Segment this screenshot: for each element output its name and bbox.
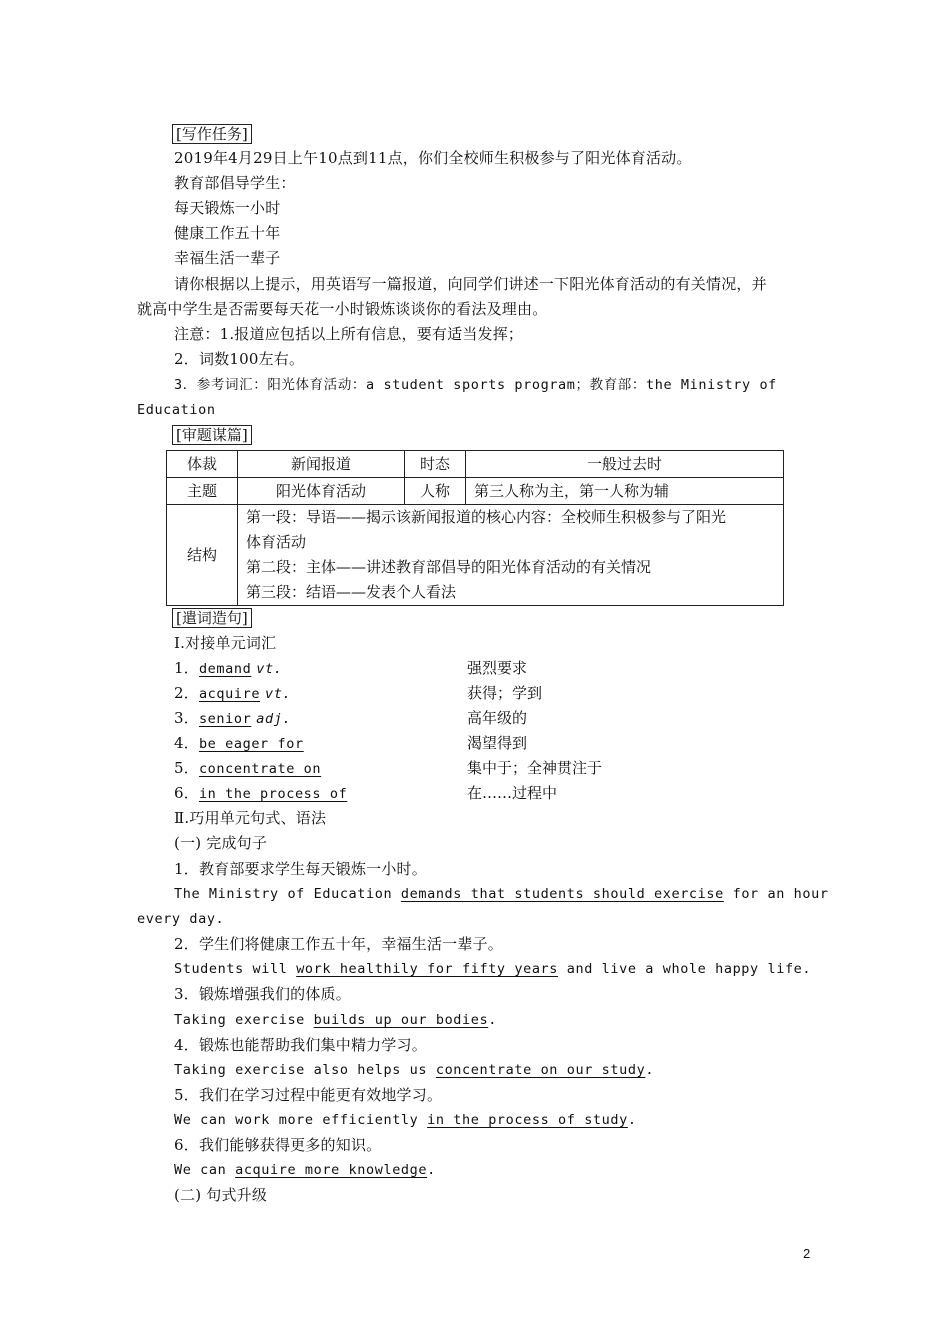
sentence-en: The Ministry of Education demands that students should exercise for an hour	[174, 886, 829, 902]
answer-fill: acquire more knowledge	[235, 1162, 428, 1178]
sub-heading-upgrade: (二) 句式升级	[174, 1186, 268, 1204]
structure-content	[238, 505, 784, 606]
structure-para-1: 第一段：导语——揭示该新闻报道的核心内容：全校师生积极参与了阳光	[246, 508, 727, 526]
vocab-term: in the process of	[198, 786, 348, 802]
note-line-3: 3．参考词汇：阳光体育活动：a student sports program；教育部：the Ministry of	[174, 377, 777, 393]
sentence-cn: 1．教育部要求学生每天锻炼一小时。	[174, 860, 427, 878]
requirement-line-2: 就高中学生是否需要每天花一小时锻炼谈谈你的看法及理由。	[137, 300, 548, 318]
sentence-en: Students will work healthily for fifty years and live a whole happy life.	[174, 961, 812, 977]
vocab-item: 2．acquire vt.	[174, 684, 292, 702]
note-line-1: 注意：1.报道应包括以上所有信息，要有适当发挥；	[174, 325, 524, 343]
vocab-meaning: 在……过程中	[467, 784, 558, 802]
vocab-term: concentrate on	[198, 761, 322, 777]
slogan-2: 健康工作五十年	[174, 224, 281, 242]
vocab-tag: [遣词造句]	[172, 608, 252, 628]
answer-fill: builds up our bodies	[313, 1012, 489, 1028]
structure-label: 结构	[167, 505, 238, 606]
sentence-en: Taking exercise also helps us concentrate on our study.	[174, 1062, 655, 1078]
task-line-1: 2019年4月29日上午10点到11点，你们全校师生积极参与了阳光体育活动。	[174, 149, 692, 167]
analysis-tag: [审题谋篇]	[172, 425, 252, 445]
sentence-cn: 2．学生们将健康工作五十年，幸福生活一辈子。	[174, 935, 503, 953]
tense-value: 一般过去时	[466, 451, 784, 478]
writing-task-tag: [写作任务]	[172, 124, 252, 144]
vocab-term: be eager for	[198, 736, 304, 752]
vocab-item: 4．be eager for	[174, 734, 304, 752]
requirement-line-1: 请你根据以上提示，用英语写一篇报道，向同学们讲述一下阳光体育活动的有关情况，并	[174, 275, 767, 293]
table-row	[167, 478, 784, 505]
vocab-meaning: 集中于；全神贯注于	[467, 759, 603, 777]
structure-para-3: 第三段：结语——发表个人看法	[246, 583, 457, 601]
vocab-meaning: 高年级的	[467, 709, 528, 727]
vocab-meaning: 获得；学到	[467, 684, 543, 702]
vocab-item: 6．in the process of	[174, 784, 348, 802]
vocab-term: demand	[198, 661, 252, 677]
sentence-en-cont: every day.	[137, 911, 225, 927]
page-number: 2	[803, 1246, 811, 1261]
slogan-1: 每天锻炼一小时	[174, 199, 281, 217]
theme-label: 主题	[167, 478, 238, 505]
table-row	[167, 505, 784, 606]
sentence-en: We can work more efficiently in the process of study.	[174, 1112, 637, 1128]
answer-fill: in the process of study	[427, 1112, 628, 1128]
person-value: 第三人称为主，第一人称为辅	[466, 478, 784, 505]
analysis-table	[166, 450, 784, 606]
sentence-en: We can acquire more knowledge.	[174, 1162, 436, 1178]
vocab-meaning: 渴望得到	[467, 734, 528, 752]
vocab-section-2: Ⅱ.巧用单元句式、语法	[174, 809, 327, 827]
sentence-cn: 5．我们在学习过程中能更有效地学习。	[174, 1086, 443, 1104]
sub-heading-complete: (一) 完成句子	[174, 834, 268, 852]
sentence-cn: 4．锻炼也能帮助我们集中精力学习。	[174, 1036, 427, 1054]
answer-fill: work healthily for fifty years	[296, 961, 559, 977]
structure-para-1-cont: 体育活动	[246, 533, 307, 551]
vocab-section-1: Ⅰ.对接单元词汇	[174, 634, 277, 652]
sentence-cn: 6．我们能够获得更多的知识。	[174, 1136, 382, 1154]
sentence-en: Taking exercise builds up our bodies.	[174, 1012, 497, 1028]
table-row	[167, 451, 784, 478]
vocab-term: senior	[198, 711, 252, 727]
vocab-term: acquire	[198, 686, 261, 702]
note-line-3-cont: Education	[137, 402, 216, 418]
vocab-item: 1．demand vt.	[174, 659, 283, 677]
task-line-2: 教育部倡导学生：	[174, 174, 296, 192]
note-line-2: 2．词数100左右。	[174, 350, 305, 368]
answer-fill: demands that students should exercise	[400, 886, 724, 902]
genre-value: 新闻报道	[238, 451, 405, 478]
slogan-3: 幸福生活一辈子	[174, 249, 281, 267]
vocab-item: 5．concentrate on	[174, 759, 322, 777]
sentence-cn: 3．锻炼增强我们的体质。	[174, 985, 351, 1003]
answer-fill: concentrate on our study	[435, 1062, 646, 1078]
vocab-item: 3．senior adj.	[174, 709, 292, 727]
structure-para-2: 第二段：主体——讲述教育部倡导的阳光体育活动的有关情况	[246, 558, 652, 576]
vocab-meaning: 强烈要求	[467, 659, 528, 677]
person-label: 人称	[405, 478, 466, 505]
genre-label: 体裁	[167, 451, 238, 478]
theme-value: 阳光体育活动	[238, 478, 405, 505]
tense-label: 时态	[405, 451, 466, 478]
